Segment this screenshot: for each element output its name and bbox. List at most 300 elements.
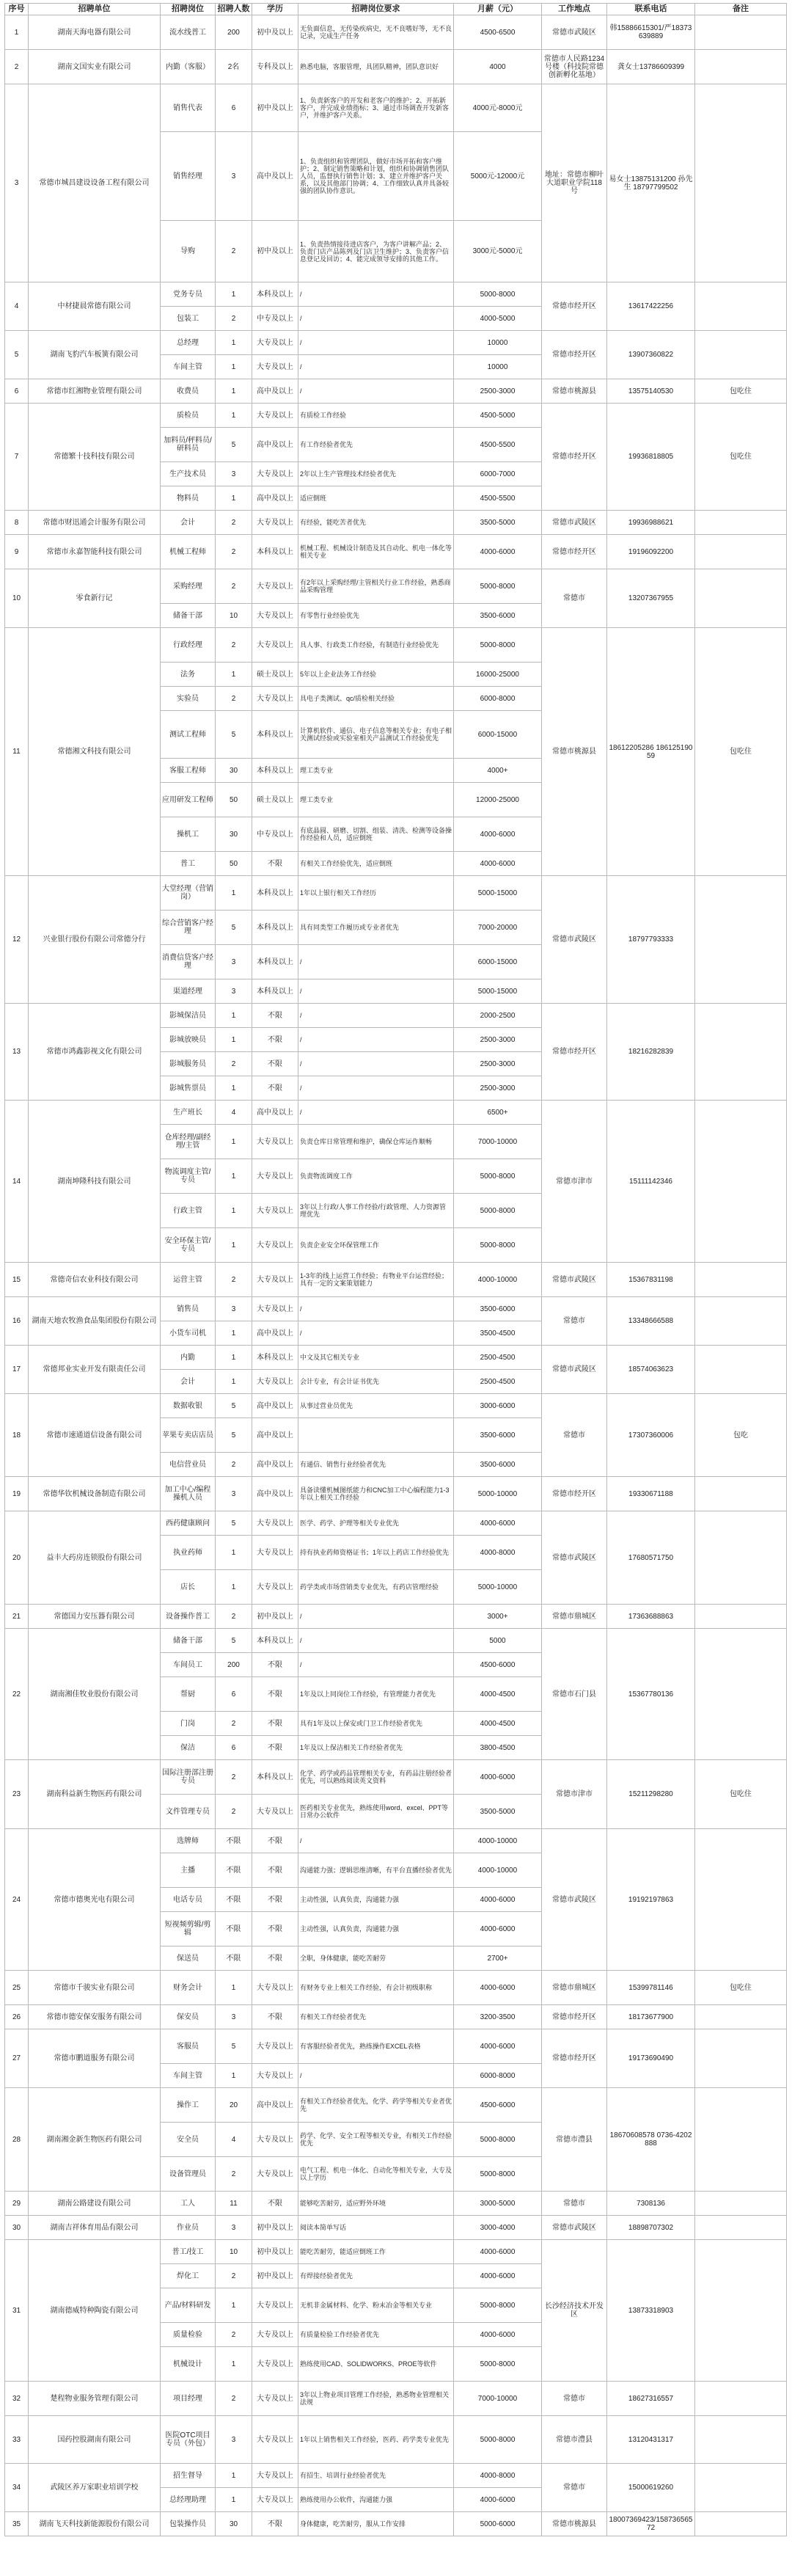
note (695, 1263, 787, 1297)
work-location: 常德市武陵区 (542, 15, 607, 50)
education: 大专及以上 (252, 462, 298, 486)
job-position: 数据收银 (161, 1394, 216, 1418)
salary: 4000-4500 (454, 1712, 542, 1736)
job-requirement: / (298, 1605, 454, 1629)
education: 大专及以上 (252, 1795, 298, 1829)
job-position: 操作工 (161, 2088, 216, 2123)
job-requirement: 2年以上生产管理技术经验者优先 (298, 462, 454, 486)
hire-count: 200 (216, 1653, 252, 1677)
job-requirement: 有底晶圆、研磨、切割、组装、清洗、检测等设备操作经验和人员，适应倒班 (298, 817, 454, 852)
education: 不限 (252, 1946, 298, 1971)
job-requirement: / (298, 1297, 454, 1321)
hire-count: 6 (216, 1677, 252, 1712)
note (695, 2005, 787, 2029)
education: 不限 (252, 1888, 298, 1912)
note (695, 331, 787, 379)
header-row (5, 4, 787, 15)
salary: 5000-8000 (454, 2123, 542, 2157)
salary: 7000-20000 (454, 911, 542, 945)
education: 大专及以上 (252, 2029, 298, 2064)
row-number: 30 (5, 2216, 29, 2240)
row-number: 26 (5, 2005, 29, 2029)
job-position: 销售员 (161, 1297, 216, 1321)
job-position: 导购 (161, 221, 216, 282)
note (695, 1511, 787, 1605)
job-position: 设备操作普工 (161, 1605, 216, 1629)
hire-count: 50 (216, 852, 252, 876)
hire-count: 1 (216, 331, 252, 355)
job-requirement: 理工类专业 (298, 783, 454, 817)
contact-phone: 13575140530 (607, 379, 695, 404)
hire-count: 4 (216, 2123, 252, 2157)
work-location: 常德市经开区 (542, 535, 607, 569)
hire-count: 3 (216, 1297, 252, 1321)
contact-phone: 龚女士13786609399 (607, 50, 695, 84)
education: 不限 (252, 852, 298, 876)
salary: 6000-8000 (454, 687, 542, 711)
job-requirement: 有焊接经验者优先 (298, 2264, 454, 2288)
job-requirement: 有相关工作经验优先，适应倒班 (298, 852, 454, 876)
row-number: 4 (5, 282, 29, 331)
education: 本科及以上 (252, 911, 298, 945)
hire-count: 200 (216, 15, 252, 50)
header-location: 工作地点 (542, 4, 607, 15)
work-location: 常德市经开区 (542, 2005, 607, 2029)
job-position: 包装工 (161, 307, 216, 331)
education: 大专及以上 (252, 628, 298, 663)
salary: 4000+ (454, 759, 542, 783)
job-position: 会计 (161, 1370, 216, 1394)
company-name: 兴业银行股份有限公司常德分行 (29, 876, 161, 1004)
hire-count: 2 (216, 1795, 252, 1829)
salary: 2500-3000 (454, 1028, 542, 1052)
work-location: 常德市 (542, 1297, 607, 1346)
note: 包吃住 (695, 628, 787, 876)
table-row (5, 1101, 787, 1125)
education: 大专及以上 (252, 1297, 298, 1321)
note (695, 2382, 787, 2416)
job-position: 保洁 (161, 1736, 216, 1760)
work-location: 常德市人民路1234号楼（科技院常德创新孵化基地） (542, 50, 607, 84)
salary: 3500-6000 (454, 604, 542, 628)
contact-phone: 15111142346 (607, 1101, 695, 1263)
job-requirement: 主动性强，认真负责，沟通能力强 (298, 1888, 454, 1912)
work-location: 常德市鼎城区 (542, 1605, 607, 1629)
work-location: 常德市 (542, 2382, 607, 2416)
hire-count: 5 (216, 2029, 252, 2064)
salary: 4000-6000 (454, 1511, 542, 1536)
job-requirement: 会计专业，有会计证书优先 (298, 1370, 454, 1394)
row-number: 10 (5, 569, 29, 628)
salary: 6500+ (454, 1101, 542, 1125)
row-number: 17 (5, 1346, 29, 1394)
salary: 6000-8000 (454, 2064, 542, 2088)
salary: 7000-10000 (454, 2382, 542, 2416)
education: 不限 (252, 1829, 298, 1853)
work-location: 常德市 (542, 1394, 607, 1477)
salary: 5000-10000 (454, 1477, 542, 1511)
education: 大专及以上 (252, 1971, 298, 2005)
salary: 5000-8000 (454, 1228, 542, 1263)
education: 大专及以上 (252, 331, 298, 355)
salary: 3000-5000 (454, 2192, 542, 2216)
hire-count: 2 (216, 1605, 252, 1629)
job-position: 内勤（客服） (161, 50, 216, 84)
table-body (5, 15, 787, 2536)
hire-count: 1 (216, 2347, 252, 2382)
hire-count: 2 (216, 221, 252, 282)
hire-count: 6 (216, 1736, 252, 1760)
contact-phone: 18612205286 18612519059 (607, 628, 695, 876)
table-row (5, 1511, 787, 1536)
note (695, 2464, 787, 2512)
job-position: 法务 (161, 663, 216, 687)
education: 大专及以上 (252, 2488, 298, 2512)
note: 包吃住 (695, 1760, 787, 1829)
hire-count: 5 (216, 1418, 252, 1453)
education: 不限 (252, 1853, 298, 1888)
education: 不限 (252, 1712, 298, 1736)
education: 高中及以上 (252, 132, 298, 221)
salary: 6000-15000 (454, 711, 542, 759)
hire-count: 不限 (216, 1829, 252, 1853)
job-requirement: / (298, 1653, 454, 1677)
contact-phone: 18007369423/15873656572 (607, 2512, 695, 2536)
job-requirement: 有通信、销售行业经验者优先 (298, 1453, 454, 1477)
job-requirement: 熟悉电脑，客服管理，具团队精神，团队意识好 (298, 50, 454, 84)
company-name: 常德市城昌建设设备工程有限公司 (29, 84, 161, 282)
job-position: 短视频剪辑/剪辑 (161, 1912, 216, 1946)
row-number: 19 (5, 1477, 29, 1511)
salary: 12000-25000 (454, 783, 542, 817)
education: 初中及以上 (252, 84, 298, 132)
job-position: 主播 (161, 1853, 216, 1888)
job-requirement: / (298, 307, 454, 331)
note (695, 2216, 787, 2240)
contact-phone: 13907360822 (607, 331, 695, 379)
job-requirement: 1、负责热情接待进店客户，为客户讲解产品；2、负责门店产品陈列及门店卫生维护；3、负责客户信息登记及回访；4、能完成领导安排的其他工作。 (298, 221, 454, 282)
hire-count: 3 (216, 1477, 252, 1511)
job-position: 总经理 (161, 331, 216, 355)
job-position: 安全环保主管/专员 (161, 1228, 216, 1263)
note (695, 2416, 787, 2464)
work-location: 地址：常德市柳叶大道职业学院118号 (542, 84, 607, 282)
hire-count: 1 (216, 1228, 252, 1263)
job-position: 西药健康顾问 (161, 1511, 216, 1536)
contact-phone: 13120431317 (607, 2416, 695, 2464)
job-requirement: 具有1年及以上保安或门卫工作经验者优先 (298, 1712, 454, 1736)
work-location: 常德市鼎城区 (542, 1971, 607, 2005)
work-location: 常德市经开区 (542, 404, 607, 511)
hire-count: 2 (216, 628, 252, 663)
contact-phone: 15367831198 (607, 1263, 695, 1297)
education: 本科及以上 (252, 876, 298, 911)
row-number: 22 (5, 1629, 29, 1760)
company-name: 常德市鸿鑫影视文化有限公司 (29, 1004, 161, 1101)
education: 大专及以上 (252, 1536, 298, 1570)
hire-count: 4 (216, 1101, 252, 1125)
education: 大专及以上 (252, 2464, 298, 2488)
job-position: 实验员 (161, 687, 216, 711)
row-number: 29 (5, 2192, 29, 2216)
job-requirement: / (298, 1829, 454, 1853)
row-number: 2 (5, 50, 29, 84)
salary: 4500-6000 (454, 1653, 542, 1677)
job-requirement: 1年及以上同岗位工作经验，有管理能力者优先 (298, 1677, 454, 1712)
education: 高中及以上 (252, 1394, 298, 1418)
salary: 4000-8000 (454, 1536, 542, 1570)
hire-count: 2 (216, 1712, 252, 1736)
salary: 3500-5000 (454, 1795, 542, 1829)
hire-count: 不限 (216, 1853, 252, 1888)
company-name: 湖南天海电器有限公司 (29, 15, 161, 50)
row-number: 8 (5, 511, 29, 535)
education: 本科及以上 (252, 282, 298, 307)
hire-count: 1 (216, 1076, 252, 1101)
contact-phone: 13617422256 (607, 282, 695, 331)
table-row (5, 2005, 787, 2029)
hire-count: 5 (216, 1629, 252, 1653)
job-requirement: 有质量检验工作经验者优先 (298, 2323, 454, 2347)
contact-phone: 19196092200 (607, 535, 695, 569)
note: 包吃 (695, 1394, 787, 1477)
company-name: 武陵区养万家职业培训学校 (29, 2464, 161, 2512)
hire-count: 5 (216, 911, 252, 945)
table-row (5, 84, 787, 132)
job-requirement: 计算机软件、通信、电子信息等相关专业；有电子相关测试经验或实验室相关产品测试工作经验优先 (298, 711, 454, 759)
table-row (5, 1394, 787, 1418)
salary: 3500-6000 (454, 1453, 542, 1477)
education: 本科及以上 (252, 979, 298, 1004)
work-location: 常德市津市 (542, 1101, 607, 1263)
hire-count: 不限 (216, 1912, 252, 1946)
job-requirement: 负责仓库日常管理和维护，确保仓库运作顺畅 (298, 1125, 454, 1159)
contact-phone: 17680571750 (607, 1511, 695, 1605)
job-requirement: 1年以上银行相关工作经历 (298, 876, 454, 911)
salary: 3000-6000 (454, 1394, 542, 1418)
hire-count: 1 (216, 1370, 252, 1394)
education: 大专及以上 (252, 2416, 298, 2464)
education: 大专及以上 (252, 1228, 298, 1263)
work-location: 常德市武陵区 (542, 1263, 607, 1297)
company-name: 湖南坤隆科技有限公司 (29, 1101, 161, 1263)
job-position: 帮厨 (161, 1677, 216, 1712)
salary: 3500-6000 (454, 1418, 542, 1453)
work-location: 常德市武陵区 (542, 1829, 607, 1971)
contact-phone: 19330671188 (607, 1477, 695, 1511)
job-position: 质检员 (161, 404, 216, 428)
salary: 4000-6000 (454, 852, 542, 876)
company-name: 湖南天地农牧渔食品集团股份有限公司 (29, 1297, 161, 1346)
job-requirement: 熟练使用CAD、SOLIDWORKS、PROE等软件 (298, 2347, 454, 2382)
job-requirement: 有财务专业上相关工作经验，有会计初级职称 (298, 1971, 454, 2005)
salary: 4000-6000 (454, 2264, 542, 2288)
row-number: 12 (5, 876, 29, 1004)
job-requirement: / (298, 282, 454, 307)
education: 大专及以上 (252, 604, 298, 628)
job-position: 车间主管 (161, 2064, 216, 2088)
hire-count: 1 (216, 1028, 252, 1052)
salary: 4000-6000 (454, 2488, 542, 2512)
job-requirement: 阅读本简单写话 (298, 2216, 454, 2240)
note (695, 535, 787, 569)
hire-count: 1 (216, 2064, 252, 2088)
hire-count: 1 (216, 1346, 252, 1370)
job-requirement: 具电子类测试、qc/质检相关经验 (298, 687, 454, 711)
row-number: 27 (5, 2029, 29, 2088)
row-number: 15 (5, 1263, 29, 1297)
job-position: 操机工 (161, 817, 216, 852)
education: 大专及以上 (252, 1194, 298, 1228)
job-requirement: / (298, 1321, 454, 1346)
job-requirement: 机械工程、机械设计制造及其自动化、机电一体化等相关专业 (298, 535, 454, 569)
table-row (5, 2464, 787, 2488)
job-requirement: 化学、药学或药品管理相关专业，有药品注册经验者优先，可以熟练阅读英文资料 (298, 1760, 454, 1795)
salary: 5000-8000 (454, 1159, 542, 1194)
job-requirement: / (298, 1004, 454, 1028)
salary: 10000 (454, 355, 542, 379)
hire-count: 2 (216, 569, 252, 604)
job-requirement: 适应倒班 (298, 486, 454, 511)
hire-count: 50 (216, 783, 252, 817)
salary: 4000-6000 (454, 817, 542, 852)
salary: 5000-10000 (454, 1570, 542, 1605)
job-requirement: 有质检工作经验 (298, 404, 454, 428)
job-requirement: 具人事、行政类工作经验，有制造行业经验优先 (298, 628, 454, 663)
hire-count: 30 (216, 2512, 252, 2536)
salary: 4000-4500 (454, 1677, 542, 1712)
table-row (5, 1477, 787, 1511)
job-requirement: / (298, 1629, 454, 1653)
education: 初中及以上 (252, 2216, 298, 2240)
work-location: 常德市武陵区 (542, 2216, 607, 2240)
salary: 3500-4500 (454, 1321, 542, 1346)
company-name: 湖南文国实业有限公司 (29, 50, 161, 84)
row-number: 13 (5, 1004, 29, 1101)
job-requirement: / (298, 979, 454, 1004)
job-requirement: 全职，身体健康，能吃苦耐劳 (298, 1946, 454, 1971)
job-position: 执业药师 (161, 1536, 216, 1570)
table-row (5, 2192, 787, 2216)
salary: 5000元-12000元 (454, 132, 542, 221)
job-position: 大堂经理（营销岗） (161, 876, 216, 911)
job-position: 加工中心/编程操机人员 (161, 1477, 216, 1511)
note: 包吃住 (695, 1971, 787, 2005)
salary: 7000-10000 (454, 1125, 542, 1159)
education: 大专及以上 (252, 511, 298, 535)
job-requirement: 药学类或市场营销类专业优先，有药店管理经验 (298, 1570, 454, 1605)
job-requirement: / (298, 1101, 454, 1125)
work-location: 常德市武陵区 (542, 1346, 607, 1394)
education: 不限 (252, 2192, 298, 2216)
education: 初中及以上 (252, 2264, 298, 2288)
company-name: 湖南德威特种陶瓷有限公司 (29, 2240, 161, 2382)
work-location: 常德市经开区 (542, 2029, 607, 2088)
hire-count: 5 (216, 1394, 252, 1418)
job-position: 普工 (161, 852, 216, 876)
salary: 5000-8000 (454, 2157, 542, 2192)
company-name: 常德市德安保安服务有限公司 (29, 2005, 161, 2029)
note: 包吃住 (695, 404, 787, 511)
company-name: 湖南湘佳牧业股份有限公司 (29, 1629, 161, 1760)
hire-count: 1 (216, 1536, 252, 1570)
table-row (5, 1760, 787, 1795)
company-name: 益丰大药房连锁股份有限公司 (29, 1511, 161, 1605)
education: 大专及以上 (252, 1159, 298, 1194)
job-position: 渠道经理 (161, 979, 216, 1004)
row-number: 7 (5, 404, 29, 511)
education: 大专及以上 (252, 2347, 298, 2382)
company-name: 常德市财迅通会计服务有限公司 (29, 511, 161, 535)
contact-phone: 19173690490 (607, 2029, 695, 2088)
job-position: 苹果专卖店店员 (161, 1418, 216, 1453)
table-row (5, 1346, 787, 1370)
hire-count: 5 (216, 428, 252, 462)
salary: 5000-15000 (454, 979, 542, 1004)
salary: 2000-2500 (454, 1004, 542, 1028)
salary: 5000-15000 (454, 876, 542, 911)
education: 初中及以上 (252, 15, 298, 50)
header-count: 招聘人数 (216, 4, 252, 15)
contact-phone: 13348666588 (607, 1297, 695, 1346)
job-requirement: 有工作经验者优先 (298, 428, 454, 462)
salary: 10000 (454, 331, 542, 355)
job-requirement: 1、负责组织和管理团队，做好市场开拓和客户维护；2、制定销售策略和计划，组织和协调销售团队人员，监督执行销售计划；3、建立并维护客户关系，以及其他部门协调；4、工作细致认真并具备较强的团队协作意识。 (298, 132, 454, 221)
salary: 3500-5000 (454, 511, 542, 535)
job-position: 销售经理 (161, 132, 216, 221)
contact-phone: 15399781146 (607, 1971, 695, 2005)
salary: 3000元-5000元 (454, 221, 542, 282)
contact-phone: 7308136 (607, 2192, 695, 2216)
note (695, 84, 787, 282)
job-position: 党务专员 (161, 282, 216, 307)
hire-count: 6 (216, 84, 252, 132)
header-note: 备注 (695, 4, 787, 15)
table-row (5, 50, 787, 84)
education: 大专及以上 (252, 404, 298, 428)
note (695, 876, 787, 1004)
job-position: 产品/材料研发 (161, 2288, 216, 2323)
hire-count: 1 (216, 2488, 252, 2512)
salary: 5000-8000 (454, 282, 542, 307)
row-number: 23 (5, 1760, 29, 1829)
education: 不限 (252, 1653, 298, 1677)
hire-count: 1 (216, 282, 252, 307)
salary: 6000-15000 (454, 945, 542, 979)
job-position: 测试工程师 (161, 711, 216, 759)
hire-count: 1 (216, 404, 252, 428)
hire-count: 1 (216, 2464, 252, 2488)
job-position: 招生督导 (161, 2464, 216, 2488)
hire-count: 5 (216, 1511, 252, 1536)
company-name: 常德市红湘物业管理有限公司 (29, 379, 161, 404)
job-position: 总经理助理 (161, 2488, 216, 2512)
salary: 4500-6000 (454, 2088, 542, 2123)
job-position: 生产技术员 (161, 462, 216, 486)
job-requirement: 3年以上行政/人事工作经验/行政管理、人力资源管理优先 (298, 1194, 454, 1228)
job-position: 门岗 (161, 1712, 216, 1736)
job-position: 设备管理员 (161, 2157, 216, 2192)
education: 不限 (252, 1004, 298, 1028)
table-row (5, 1971, 787, 2005)
salary: 4000元-8000元 (454, 84, 542, 132)
salary: 4000-6000 (454, 2323, 542, 2347)
company-name: 常德奇信农业科技有限公司 (29, 1263, 161, 1297)
contact-phone: 17363688863 (607, 1605, 695, 1629)
education: 大专及以上 (252, 2064, 298, 2088)
education: 大专及以上 (252, 2288, 298, 2323)
salary: 2500-4500 (454, 1370, 542, 1394)
